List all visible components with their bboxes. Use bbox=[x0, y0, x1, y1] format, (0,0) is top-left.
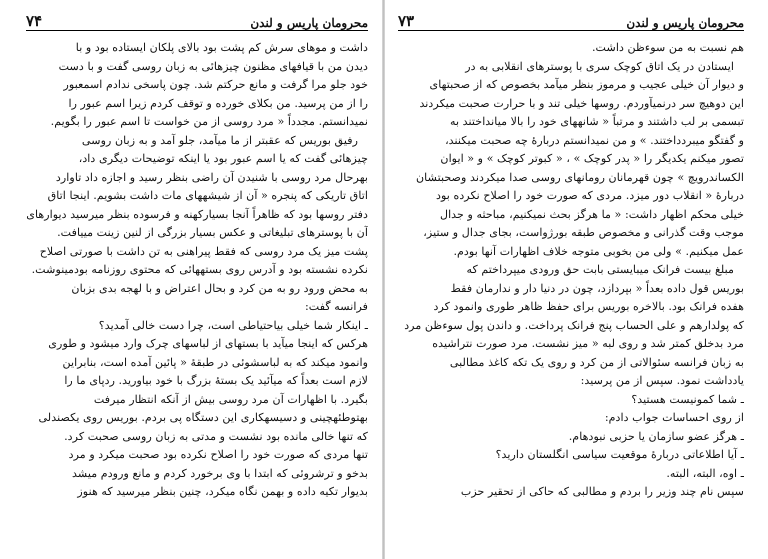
text-line: بدخو و ترشروئی که ابتدا با وی برخورد کردم و مانع ورودم میشد bbox=[72, 466, 368, 480]
text-line: موجب وقت گذرانی و مخصوص طبقه بورژواست، بجای جدال و ستیز، bbox=[423, 226, 744, 239]
page-header bbox=[26, 8, 368, 31]
text-line: به محض ورود رو به من کرد و بحال اعتراض و با لهجه بدی بزبان bbox=[71, 281, 368, 295]
text-line: یادداشت نمود. سپس از من پرسید: bbox=[580, 374, 744, 387]
text-line: ایستادن در یک اتاق کوچک سری با پوسترهای انقلابی به در bbox=[465, 59, 734, 73]
running-title: محرومان پاریس و لندن bbox=[250, 16, 368, 30]
text-line: که تنها خالی مانده بود نشست و مدتی به زبان روسی صحبت کرد. bbox=[64, 429, 368, 443]
text-line: به زبان فرانسه سئوالاتی از من کرد و روی یک تکه کاغذ مطالبی bbox=[449, 355, 744, 369]
text-line: بوریس قول داده بعداً « بپردازد، چون در دنیا دار و ندارمان فقط bbox=[450, 281, 744, 295]
body-text bbox=[26, 39, 368, 502]
text-line: هفده فرانک بود. بالاخره بوریس برای حفظ ظاهر طوری وانمود کرد bbox=[433, 300, 744, 313]
text-line: بهتوطئهچینی و دسیسهکاری این دستگاه پی بردم. بوریس روی یکصندلی bbox=[38, 411, 368, 424]
text-line: لازم است بعداً که میآئید یک بستهٔ بزرگ با خود بیاورید. ردپای ما را bbox=[64, 374, 368, 387]
text-line: تنها مردی که صورت خود را اصلاح نکرده بود صحبت میکرد و مرد bbox=[68, 448, 368, 461]
page-number: ۷۳ bbox=[398, 12, 415, 30]
text-line: عمل میکنیم. » ولی من بخوبی متوجه خلاف اظهارات آنها بودم. bbox=[453, 244, 744, 258]
text-line: اتاق تاریکی که پنجره « آن از شیشههای مات داشت بشویم. اینجا اتاق bbox=[47, 189, 368, 202]
text-line: دفتر روسها بود که ظاهراً آنجا بسیارکهنه و فرسوده بنظر میرسید دیوارهای bbox=[26, 207, 368, 221]
text-line: بدیوار تکیه داده و بهمن نگاه میکرد، چنین بنظر میرسید که هنوز bbox=[77, 485, 368, 498]
text-line: فرانسه گفت: bbox=[304, 300, 368, 313]
text-line: آن با پوسترهای تبلیغاتی و عکس بسیار بزرگی از لنین زینت مییافت. bbox=[57, 226, 368, 239]
text-line: نکرده نشسته بود و آدرس روی بستههائی که محتوی روزنامه بودمینوشت. bbox=[31, 263, 368, 276]
body-text bbox=[398, 39, 744, 502]
running-title: محرومان پاریس و لندن bbox=[626, 16, 744, 30]
page-73 bbox=[384, 0, 768, 559]
text-line: خیلی محکم اظهار داشت: « ما هرگز بحث نمیکنیم، مباحثه و جدال bbox=[439, 207, 744, 221]
text-line: ـ هرگز عضو سازمان یا حزبی نبودهام. bbox=[568, 429, 744, 443]
text-line: مبلغ بیست فرانک میبایستی بابت حق ورودی میپرداختم که bbox=[466, 263, 734, 276]
text-line: وانمود میکند که به لباسشوئی در طبقهٔ « پائین آمده است، بنابراین bbox=[62, 355, 368, 369]
text-line: ـ اینکار شما خیلی بیاحتیاطی است، چرا دست خالی آمدید؟ bbox=[98, 318, 368, 332]
text-line: دربارهٔ « انقلاب دور میزد. مردی که صورت خود را اصلاح نکرده بود bbox=[436, 189, 744, 202]
text-line: نمیدانستم. مجدداً « مرد روسی از من خواست تا اسم عبور را بگویم. bbox=[50, 115, 368, 128]
text-line: سپس نام چند وزیر را بردم و مطالبی که حاکی از تحقیر حزب bbox=[460, 485, 744, 498]
text-line: تصور میکنم یکدیگر را « پدر کوچک » ، « کبوتر کوچک » و « ایوان bbox=[440, 152, 744, 165]
text-line: تبسمی بر لب داشتند و مرتباً « شانههای خود را بالا میانداختند به bbox=[449, 115, 744, 128]
page-header bbox=[398, 8, 744, 31]
text-line: ـ آیا اطلاعاتی دربارهٔ موقعیت سیاسی انگلستان دارید؟ bbox=[495, 448, 744, 461]
text-line: خود جلو مرا گرفت و مانع حرکتم شد. چون پاسخی ندادم اسمعبور bbox=[63, 78, 368, 91]
text-line: را از من پرسید. من بکلای خورده و توقف کردم زیرا اسم عبور را bbox=[68, 96, 368, 110]
text-line: داشت و موهای سرش کم پشت بود بالای پلکان ایستاده بود و با bbox=[75, 41, 368, 54]
text-line: از روی احساسات جواب دادم: bbox=[604, 411, 744, 424]
text-line: ـ شما کمونیست هستید؟ bbox=[631, 392, 744, 406]
text-line: بگیرد. با اظهارات آن مرد روسی بیش از آنکه انتظار میرفت bbox=[93, 392, 368, 406]
page-number: ۷۴ bbox=[26, 12, 43, 30]
text-line: این دوهیچ سر درنمیآوردم. روسها خیلی تند و با حرارت صحبت میکردند bbox=[419, 96, 744, 110]
text-line: ـ اوه، البته، البته. bbox=[666, 466, 744, 480]
text-line: هرکس که اینجا میآید با بستهای از لباسهای چرک وارد میشود و طوری bbox=[48, 337, 368, 350]
text-line: که پولدارهم و علی الحساب پنج فرانک پرداخت. و داندن پول سوءظن مرد bbox=[404, 318, 744, 332]
text-line: دیدن من با قیافهای مظنون چیزهائی به زبان روسی گفت و با دست bbox=[58, 59, 368, 73]
text-line: پشت میز یک مرد روسی که فقط پیراهنی به تن داشت با صورتی اصلاح bbox=[39, 244, 368, 258]
text-line: چیزهائی گفت که یا اسم عبور بود یا اینکه توضیحات دیگری داد، bbox=[78, 152, 368, 165]
text-line: و دیوار آن خیلی عجیب و مرموز بنظر میآمد بخصوص که از صحبتهای bbox=[429, 78, 744, 91]
text-line: رفیق بوریس که عقبتر از ما میآمد، جلو آمد و به زبان روسی bbox=[81, 133, 358, 147]
text-line: الکساندرویچ » چون قهرمانان رومانهای روسی صدا میکردند وصحبتشان bbox=[415, 170, 744, 184]
text-line: مرد بدخلق کمتر شد و روی لبه « میز نشست. مرد صورت نتراشیده bbox=[432, 337, 744, 350]
text-line: و گفتگو میبردداختند. » و من نمیدانستم دربارهٔ چه صحبت میکنند، bbox=[445, 133, 744, 147]
text-line: هم نسبت به من سوءظن داشت. bbox=[591, 41, 744, 54]
text-line: بهرحال مرد روسی با شنیدن آن راضی بنظر رسید و اجازه داد تاوارد bbox=[55, 170, 368, 184]
